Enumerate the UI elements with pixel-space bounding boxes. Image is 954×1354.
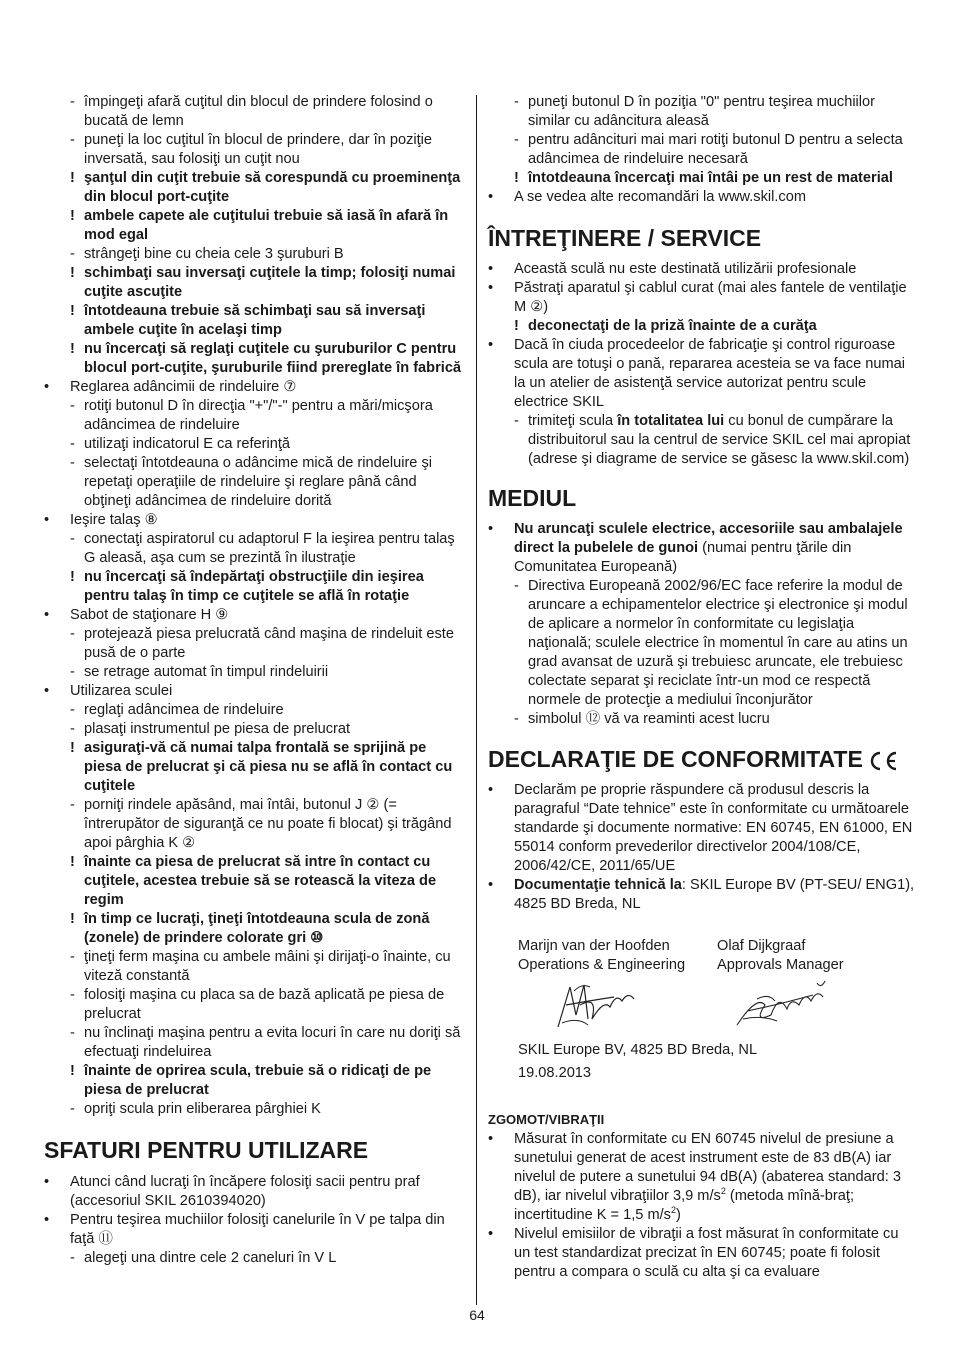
signatory-2-title: Approvals Manager [717,957,844,973]
column-divider [476,95,477,1305]
bullet-item: • Pentru teşirea muchiilor folosiţi canelurile în V pe talpa din faţă ⑪ [44,1212,445,1247]
dash-item: - plasaţi instrumentul pe piesa de prelucrat [70,721,351,737]
dash-item: - conectaţi aspiratorul cu adaptorul F la ieşirea pentru talaş G aleasă, aşa cum se prezintă în ilustraţie [70,531,455,566]
warning-item: ! întotdeauna încercaţi mai întâi pe un rest de material [514,170,893,186]
dash-item: - protejează piesa prelucrată când maşina de rindeluit este pusă de o parte [70,626,454,661]
dash-item: - porniţi rindele apăsând, mai întâi, butonul J ② (= întrerupător de siguranţă ce nu poate fi blocat) şi trăgând apoi pârghia K ② [70,797,452,851]
signature-date: 19.08.2013 [518,1065,592,1081]
bullet-item: • Atunci când lucraţi în încăpere folosiţi sacii pentru praf (accesoriul SKIL 2610394020) [44,1174,420,1209]
service-sub-item: - trimiteţi scula în totalitatea lui cu bonul de cumpărare la distribuitorul sau la centrul de service SKIL cel mai apropiat (adrese şi diagrame de service se găsesc la www.skil.com) [514,413,911,467]
declaration-heading: DECLARAŢIE DE CONFORMITATE [488,746,916,772]
dash-item: - utilizaţi indicatorul E ca referinţă [70,436,291,452]
tips-heading: SFATURI PENTRU UTILIZARE [44,1137,369,1163]
noise-item-1: • Măsurat în conformitate cu EN 60745 nivelul de presiune a sunetului generat de acest instrument este de 83 dB(A) iar nivelul de putere a sunetului 94 dB(A) (abaterea standard: 3 dB), iar nivelul vibraţiilor 3,9 $m/s^2$ (metoda mînă-braţ; incertitudine K = 1,5 $m/s^2$) [488,1131,901,1223]
dash-item: - simbolul ⑫ vă va reaminti acest lucru [514,711,770,727]
signatory-1-title: Operations & Engineering [518,957,686,973]
bullet-item: • Ieşire talaş ⑧ [44,512,158,528]
company-address: SKIL Europe BV, 4825 BD Breda, NL [518,1042,758,1058]
bullet-item: • Reglarea adâncimii de rindeluire ⑦ [44,379,297,395]
warning-item: ! nu încercaţi să reglaţi cuţitele cu şuruburilor C pentru blocul port-cuţite, şuruburile fiind prereglate în fabrică [70,341,462,376]
signatory-1-name: Marijn van der Hoofden [518,938,670,954]
page-number: 64 [469,1307,485,1323]
dash-item: - selectaţi întotdeauna o adâncime mică de rindeluire şi repetaţi operaţiile de rindeluire şi reglare până când obţineţi adâncimea de rindeluire dorită [70,455,433,509]
declaration-item: • Declarăm pe proprie răspundere că produsul descris la paragraful “Date tehnice” este în conformitate cu următoarele standarde şi documente normative: EN 60745, EN 61000, EN 55014 conform prevederilor directivelor 2004/108/CE, 2006/42/CE, 2011/65/UE [488,782,913,874]
warning-item: ! schimbaţi sau inversaţi cuţitele la timp; folosiţi numai cuţite ascuţite [70,265,456,300]
dash-item: - Directiva Europeană 2002/96/EC face referire la modul de aruncare a echipamentelor electrice şi electronice şi modul de aplicare a normelor în conformitate cu legislaţia naţională; sculele electrice în momentul în care au atins un grad avansat de uzură şi trebuiesc aruncate, ele trebuiesc colectate separat şi reciclate într-un mod ce respectă normele de protecţie a mediului înconjurător [514,578,908,708]
bullet-item: • Dacă în ciuda procedeelor de fabricaţie şi control riguroase scula are totuşi o pană, repararea acesteia se va face numai la un atelier de asistenţă service autorizat pentru scule electrice SKIL [488,337,906,410]
left-column [44,93,464,1268]
dash-item: - opriţi scula prin eliberarea pârghiei K [70,1101,321,1117]
dash-item: - rotiţi butonul D în direcţia "+"/"-" pentru a mări/micşora adâncimea de rindeluire [70,398,433,433]
right-top-list [488,93,916,207]
dash-item: - puneţi butonul D în poziţia "0" pentru teşirea muchiilor similar cu adâncitura aleasă [514,94,876,129]
warning-item: ! întotdeauna trebuie să schimbaţi sau să inversaţi ambele cuţite în acelaşi timp [70,303,426,338]
warning-item: ! şanţul din cuţit trebuie să corespundă cu proeminenţa din blocul port-cuţite [70,170,461,205]
bullet-item: • Păstraţi aparatul şi cablul curat (mai ales fantele de ventilaţie M ②) [488,280,907,315]
dash-item: - nu înclinaţi maşina pentru a evita locuri în care nu doriţi să efectuaţi rindeluirea [70,1025,461,1060]
ce-mark-icon [867,750,899,772]
warning-item: ! înainte de oprirea scula, trebuie să o ridicaţi de pe piesa de prelucrat [70,1063,432,1098]
signature-block [488,937,916,1083]
warning-item: ! asiguraţi-vă că numai talpa frontală se sprijină pe piesa de prelucrat şi că piesa nu se află în contact cu cuţitele [70,740,453,794]
warning-item: ! nu încercaţi să îndepărtaţi obstrucţiile din ieşirea pentru talaş în timp ce cuţitele se află în rotaţie [70,569,424,604]
bullet-item: • Această sculă nu este destinată utilizării profesionale [488,261,857,277]
bullet-item: • Sabot de staţionare H ⑨ [44,607,229,623]
left-instructions [44,93,464,1119]
dash-item: - pentru adâncituri mai mari rotiţi butonul D pentru a selecta adâncimea de rindeluire necesară [514,132,903,167]
bullet-item: • Utilizarea sculei [44,683,173,699]
dash-item: - împingeţi afară cuţitul din blocul de prindere folosind o bucată de lemn [70,94,433,129]
warning-item: ! deconectaţi de la priză înainte de a curăţa [514,318,817,334]
noise-vibration-heading: ZGOMOT/VIBRAŢII [488,1112,605,1127]
dash-item: - alegeţi una dintre cele 2 caneluri în V L [70,1250,337,1266]
environment-heading: MEDIUL [488,485,577,511]
right-column [488,93,916,1282]
dash-item: - reglaţi adâncimea de rindeluire [70,702,284,718]
dash-item: - strângeţi bine cu cheia cele 3 şuruburi B [70,246,344,262]
warning-item: ! înainte ca piesa de prelucrat să intre în contact cu cuţitele, acestea trebuie să se rotească la viteza de regim [70,854,437,908]
service-heading: ÎNTREŢINERE / SERVICE [488,225,762,251]
signature-2-image [717,975,837,1033]
dash-item: - puneţi la loc cuţitul în blocul de prindere, dar în poziţie inversată, sau folosiţi un cuţit nou [70,132,433,167]
environment-item: • Nu aruncaţi sculele electrice, accesoriile sau ambalajele direct la pubelele de gunoi (numai pentru ţările din Comunitatea Europeană) [488,521,903,575]
environment-sub-list [488,577,916,729]
service-list [488,260,916,412]
signatory-2-name: Olaf Dijkgraaf [717,938,806,954]
warning-item: ! ambele capete ale cuţitului trebuie să iasă în afară în mod egal [70,208,449,243]
technical-documentation-item: • Documentaţie tehnică la: SKIL Europe BV (PT-SEU/ ENG1), 4825 BD Breda, NL [488,877,915,912]
signature-1-image [518,975,638,1033]
dash-item: - se retrage automat în timpul rindeluirii [70,664,329,680]
warning-item: ! în timp ce lucraţi, ţineţi întotdeauna scula de zonă (zonele) de prindere colorate gri ⑩ [70,911,430,946]
noise-item-2: • Nivelul emisiilor de vibraţii a fost măsurat în conformitate cu un test standardizat precizat în EN 60745; poate fi folosit pentru a compara o sculă cu alta şi ca evaluare [488,1226,899,1280]
bullet-item: • A se vedea alte recomandări la www.skil.com [488,189,807,205]
dash-item: - folosiţi maşina cu placa sa de bază aplicată pe piesa de prelucrat [70,987,445,1022]
dash-item: - ţineţi ferm maşina cu ambele mâini şi dirijaţi-o înainte, cu viteză constantă [70,949,451,984]
tips-list [44,1173,464,1268]
